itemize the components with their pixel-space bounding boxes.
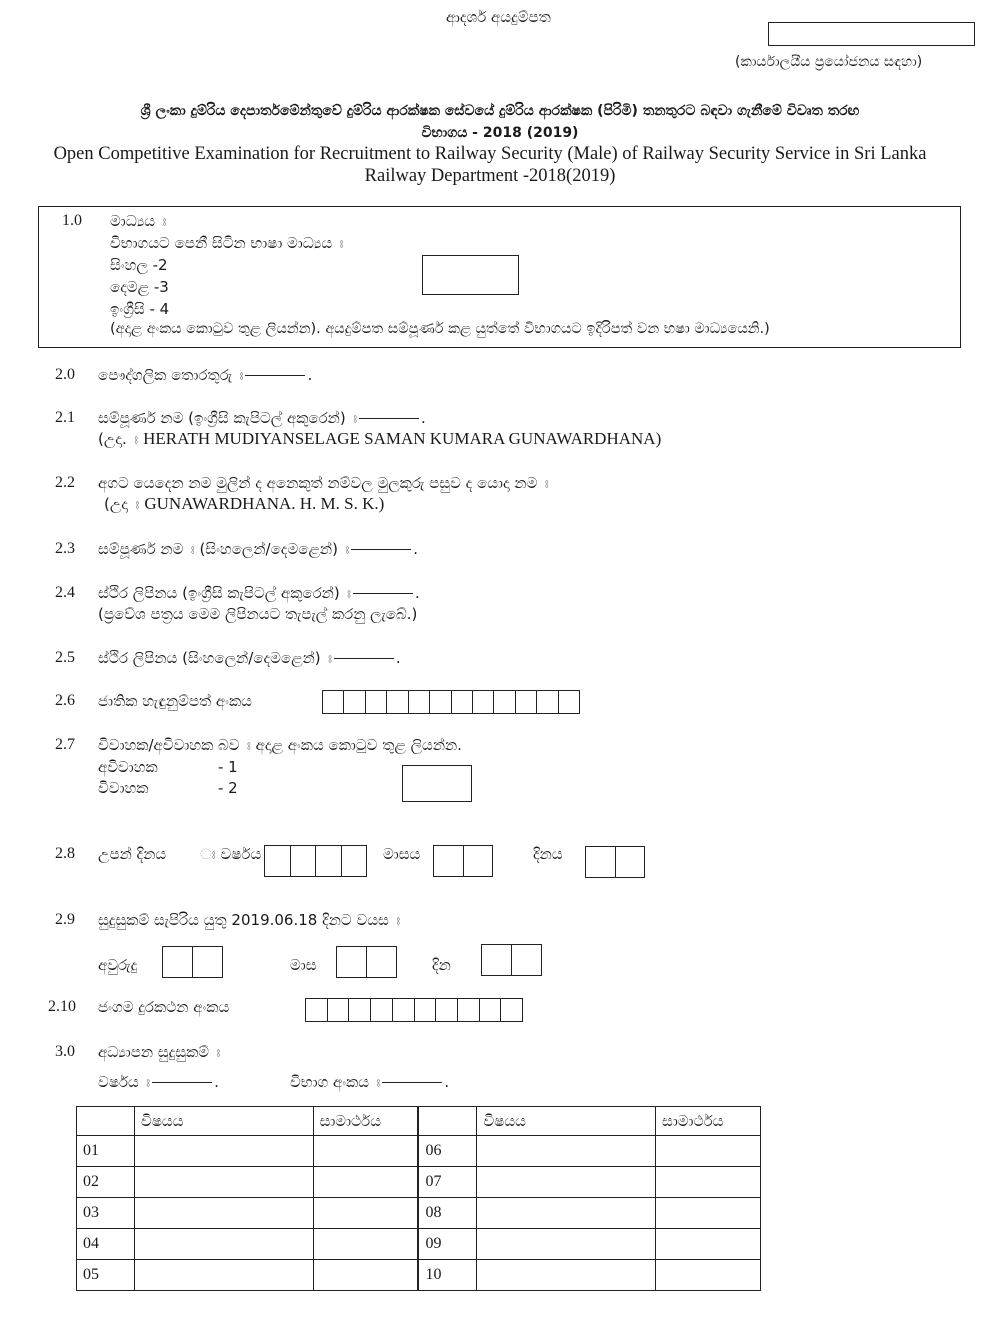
full-name-sinhala-label: සම්පූර්ණ නම ඃ (සිංහලෙන්/දෙමළෙන්) ඃ . <box>98 540 419 558</box>
age-months-label: මාස <box>290 956 317 974</box>
mobile-digit-cell[interactable] <box>415 999 437 1021</box>
field-2-9-number: 2.9 <box>55 911 75 928</box>
medium-subtitle: විභාගයට පෙනී සිටින භාෂා මාධ්‍යය ඃ <box>110 234 344 252</box>
exam-index-label: විභාග අංකය ඃ . <box>290 1073 450 1091</box>
age-months-digit[interactable] <box>367 947 396 977</box>
nic-digit-cell[interactable] <box>516 691 537 713</box>
header-grade-right-text: සාමාර්ථය <box>662 1112 724 1130</box>
mobile-digit-cell[interactable] <box>480 999 502 1021</box>
field-2-3-number: 2.3 <box>55 540 75 557</box>
row-number: 02 <box>77 1167 135 1198</box>
dob-day-digit[interactable] <box>616 847 645 877</box>
grade-cell[interactable] <box>313 1136 418 1167</box>
dob-month-digit[interactable] <box>464 846 493 876</box>
field-2-10-number: 2.10 <box>48 998 76 1015</box>
nic-digit-cell[interactable] <box>409 691 430 713</box>
education-label: අධ්‍යාපන සුදුසුකම් ඃ <box>98 1043 221 1061</box>
married-label: විවාහක <box>98 779 149 797</box>
header-subject-text: විෂයය <box>140 1112 184 1130</box>
exam-index-line[interactable] <box>382 1082 442 1083</box>
mobile-digit-cell[interactable] <box>306 999 328 1021</box>
address-english-note: (ප්‍රවේශ පත්‍රය මෙම ලිපිනයට තැපැල් කරනු ලැබේ.) <box>98 605 418 623</box>
model-application-label: ආදර්ශ අයදුම්පත <box>446 8 551 26</box>
age-label: සුදුසුකම් සැපිරිය යුතු 2019.06.18 දිනට වයස ඃ <box>98 911 401 929</box>
row-number: 07 <box>418 1167 476 1198</box>
full-name-example-prefix: (උදා. ඃ <box>98 430 139 448</box>
nic-digit-cell[interactable] <box>494 691 515 713</box>
unmarried-label: අවිවාහක <box>98 758 158 776</box>
table-row <box>77 1229 761 1260</box>
nic-digit-cell[interactable] <box>387 691 408 713</box>
marital-status-label: විවාහක/අවිවාහක බව ඃ අදාළ අංකය කොටුව තුළ ලියන්න. <box>98 736 462 754</box>
field-3-0-number: 3.0 <box>55 1043 75 1060</box>
nic-digit-cell[interactable] <box>452 691 473 713</box>
age-days-label: දින <box>432 956 451 974</box>
row-number: 08 <box>418 1198 476 1229</box>
header-subject <box>134 1107 313 1136</box>
subject-cell[interactable] <box>477 1167 656 1198</box>
dob-month-digit[interactable] <box>434 846 464 876</box>
age-months-digit[interactable] <box>337 947 367 977</box>
row-number: 09 <box>418 1229 476 1260</box>
mobile-digit-cell[interactable] <box>371 999 393 1021</box>
name-with-initials-label: අගට යෙදෙන නම මුලින් ද අනෙකුත් නම්වල මුලකුරු පසුව ද යොදා නම ඃ <box>98 474 549 492</box>
age-years-label: අවුරුදු <box>98 956 138 974</box>
full-name-english-text: සම්පූර්ණ නම (ඉංග්‍රීසි කැපිටල් අකුරෙන්) ඃ <box>98 409 358 427</box>
table-header-row <box>77 1107 761 1136</box>
mobile-digit-cell[interactable] <box>436 999 458 1021</box>
marital-status-input-box[interactable] <box>402 765 472 802</box>
grade-cell[interactable] <box>313 1198 418 1229</box>
field-2-8-number: 2.8 <box>55 845 75 862</box>
exam-year-line[interactable] <box>152 1082 212 1083</box>
header-blank-cell <box>77 1107 135 1136</box>
nic-input-grid[interactable] <box>322 690 580 714</box>
mobile-digit-cell[interactable] <box>328 999 350 1021</box>
full-name-sinhala-text: සම්පූර්ණ නම ඃ (සිංහලෙන්/දෙමළෙන්) ඃ <box>98 540 350 558</box>
dob-month-input[interactable] <box>433 845 493 877</box>
name-with-initials-example <box>104 494 384 514</box>
header-blank-cell-right <box>418 1107 476 1136</box>
medium-label: මාධ්‍යය ඃ <box>110 212 167 230</box>
nic-digit-cell[interactable] <box>323 691 344 713</box>
nic-digit-cell[interactable] <box>366 691 387 713</box>
nic-digit-cell[interactable] <box>430 691 451 713</box>
grade-cell[interactable] <box>656 1260 761 1291</box>
header-grade <box>313 1107 418 1136</box>
full-name-example-value: HERATH MUDIYANSELAGE SAMAN KUMARA GUNAWARDHANA) <box>143 429 662 448</box>
address-english-label: ස්ථිර ලිපිනය (ඉංග්‍රීසි කැපිටල් අකුරෙන්) ඃ . <box>98 584 420 602</box>
row-number: 05 <box>77 1260 135 1291</box>
subject-cell[interactable] <box>477 1136 656 1167</box>
age-years-digit[interactable] <box>163 947 193 977</box>
married-code: - 2 <box>218 779 238 797</box>
field-2-7-number: 2.7 <box>55 736 75 753</box>
dob-year-digit[interactable] <box>265 846 291 876</box>
age-years-input[interactable] <box>162 946 223 978</box>
title-english-line1: Open Competitive Examination for Recruitment to Railway Security (Male) of Railway Security Service in Sri Lanka <box>53 144 927 164</box>
grade-cell[interactable] <box>313 1167 418 1198</box>
personal-info-line <box>245 375 305 376</box>
mobile-digit-cell[interactable] <box>349 999 371 1021</box>
address-sinhala-text: ස්ථිර ලිපිනය (සිංහලෙන්/දෙමළෙන්) ඃ <box>98 649 332 667</box>
subject-cell[interactable] <box>134 1167 313 1198</box>
exam-index-text: විභාග අංකය ඃ <box>290 1073 381 1091</box>
dob-label: උපන් දිනය <box>98 845 167 863</box>
header-subject-right-text: විෂයය <box>483 1112 526 1130</box>
dob-year-digit[interactable] <box>291 846 317 876</box>
row-number: 01 <box>77 1136 135 1167</box>
full-name-sinhala-line[interactable] <box>351 549 411 550</box>
row-number: 04 <box>77 1229 135 1260</box>
name-with-initials-example-value: GUNAWARDHANA. H. M. S. K.) <box>144 494 385 513</box>
nic-label: ජාතික හැඳුනුම්පත් අංකය <box>98 692 252 710</box>
subject-cell[interactable] <box>134 1260 313 1291</box>
dob-day-digit[interactable] <box>586 847 616 877</box>
mobile-digit-cell[interactable] <box>458 999 480 1021</box>
medium-number: 1.0 <box>62 212 82 229</box>
grade-cell[interactable] <box>656 1167 761 1198</box>
table-row <box>77 1167 761 1198</box>
personal-info-text: පෞද්ගලික තොරතුරු ඃ <box>98 366 244 384</box>
subject-cell[interactable] <box>477 1260 656 1291</box>
age-days-digit[interactable] <box>482 945 512 975</box>
header-grade-text: සාමාර්ථය <box>319 1112 382 1130</box>
grade-cell[interactable] <box>313 1229 418 1260</box>
row-number: 03 <box>77 1198 135 1229</box>
nic-digit-cell[interactable] <box>473 691 494 713</box>
table-row <box>77 1260 761 1291</box>
subject-cell[interactable] <box>134 1229 313 1260</box>
medium-note: (අදාළ අංකය කොටුව තුළ ලියන්න). අයදුම්පත සම්පූර්ණ කළ යුත්තේ විභාගයට ඉදිරිපත් වන භෂා මාධ්‍යයෙනි.) <box>110 321 770 337</box>
field-2-5-number: 2.5 <box>55 649 75 666</box>
dob-day-input[interactable] <box>585 846 645 878</box>
field-2-0-number: 2.0 <box>55 366 75 383</box>
dob-month-label: මාසය <box>383 845 421 863</box>
nic-digit-cell[interactable] <box>537 691 558 713</box>
nic-digit-cell[interactable] <box>344 691 365 713</box>
mobile-label: ජංගම දුරකථන අංකය <box>98 998 230 1016</box>
header-subject-right <box>477 1107 656 1136</box>
dob-day-label: දිනය <box>533 845 563 863</box>
dob-year-digit[interactable] <box>342 846 367 876</box>
field-2-6-number: 2.6 <box>55 692 75 709</box>
dob-year-label: ඃ වර්ෂය <box>200 845 262 863</box>
personal-info-label: පෞද්ගලික තොරතුරු ඃ . <box>98 366 313 384</box>
unmarried-code: - 1 <box>218 758 238 776</box>
name-with-initials-example-prefix: (උදා ඃ <box>104 495 140 513</box>
title-sinhala-line1: ශ්‍රී ලංකා දුම්රිය දෙපාර්තමේන්තුවේ දුම්රිය ආරක්ෂක සේවයේ දුම්රිය ආරක්ෂක (පිරිමි) තනතුරට බඳවා ගැනීමේ විවෘත තරඟ <box>140 103 860 119</box>
medium-option-english: ඉංග්‍රීසි - 4 <box>110 300 170 318</box>
full-name-example <box>98 429 661 449</box>
medium-option-tamil: දෙමළ -3 <box>110 278 169 296</box>
grade-cell[interactable] <box>313 1260 418 1291</box>
address-english-text: ස්ථිර ලිපිනය (ඉංග්‍රීසි කැපිටල් අකුරෙන්) ඃ <box>98 584 351 602</box>
age-years-digit[interactable] <box>193 947 222 977</box>
mobile-digit-cell[interactable] <box>393 999 415 1021</box>
subject-cell[interactable] <box>477 1198 656 1229</box>
dob-year-input[interactable] <box>264 845 367 877</box>
address-english-line[interactable] <box>353 593 413 594</box>
grade-cell[interactable] <box>656 1136 761 1167</box>
dob-year-digit[interactable] <box>316 846 342 876</box>
age-months-input[interactable] <box>336 946 397 978</box>
field-2-1-number: 2.1 <box>55 409 75 426</box>
field-2-4-number: 2.4 <box>55 584 75 601</box>
office-use-box[interactable] <box>768 22 975 46</box>
office-use-label: (කාර්යාලයීය ප්‍රයෝජනය සඳහා) <box>735 54 923 70</box>
age-days-input[interactable] <box>481 944 542 976</box>
grade-cell[interactable] <box>656 1229 761 1260</box>
mobile-digit-cell[interactable] <box>501 999 522 1021</box>
mobile-input-grid[interactable] <box>305 998 523 1022</box>
row-number: 06 <box>418 1136 476 1167</box>
table-row <box>77 1198 761 1229</box>
nic-digit-cell[interactable] <box>559 691 579 713</box>
subject-cell[interactable] <box>134 1136 313 1167</box>
subject-cell[interactable] <box>477 1229 656 1260</box>
title-english-line2: Railway Department -2018(2019) <box>364 166 616 186</box>
address-sinhala-label: ස්ථිර ලිපිනය (සිංහලෙන්/දෙමළෙන්) ඃ . <box>98 649 401 667</box>
full-name-english-label: සම්පූර්ණ නම (ඉංග්‍රීසි කැපිටල් අකුරෙන්) ඃ . <box>98 409 426 427</box>
row-number: 10 <box>418 1260 476 1291</box>
medium-input-box[interactable] <box>422 255 519 295</box>
header-grade-right <box>656 1107 761 1136</box>
full-name-english-line[interactable] <box>359 418 419 419</box>
title-sinhala-line2: විභාගය - 2018 (2019) <box>421 125 579 141</box>
address-sinhala-line[interactable] <box>334 658 394 659</box>
qualifications-table <box>76 1106 761 1291</box>
exam-year-label: වර්ෂය ඃ . <box>98 1073 219 1091</box>
subject-cell[interactable] <box>134 1198 313 1229</box>
grade-cell[interactable] <box>656 1198 761 1229</box>
exam-year-text: වර්ෂය ඃ <box>98 1073 151 1091</box>
age-days-digit[interactable] <box>512 945 541 975</box>
medium-option-sinhala: සිංහල -2 <box>110 256 168 274</box>
field-2-2-number: 2.2 <box>55 474 75 491</box>
table-row <box>77 1136 761 1167</box>
